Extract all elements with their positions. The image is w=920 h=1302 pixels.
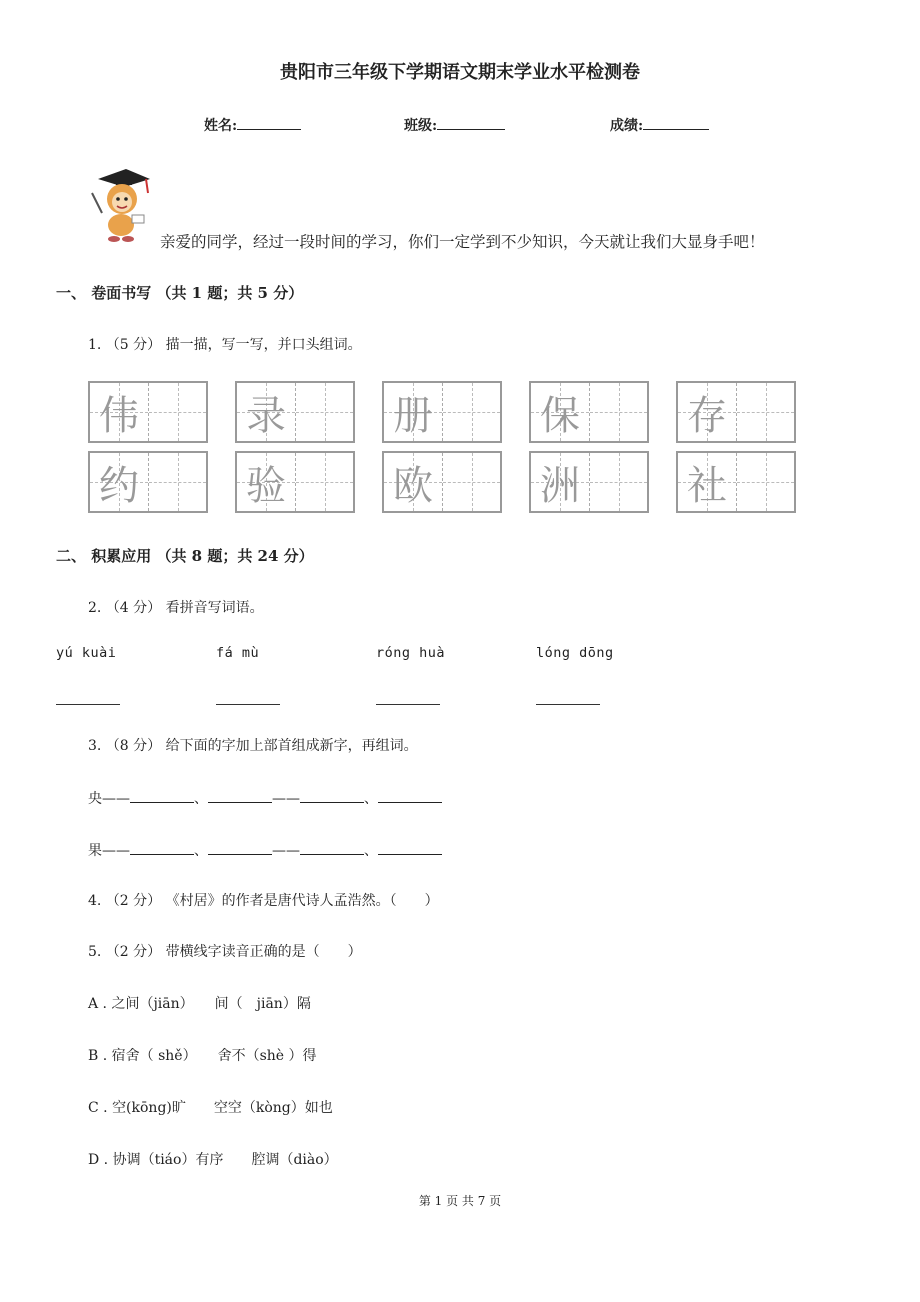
answer-blank[interactable] — [130, 840, 194, 855]
answer-blank[interactable] — [208, 840, 272, 855]
answer-blank[interactable] — [378, 840, 442, 855]
page-title: 贵阳市三年级下学期语文期末学业水平检测卷 — [280, 62, 640, 83]
answer-blank[interactable] — [376, 704, 440, 705]
writing-cell-pair — [88, 451, 208, 513]
score-label: 成绩: — [610, 118, 644, 134]
trace-character: 录 — [246, 392, 286, 439]
q3-char: 央—— — [88, 791, 130, 807]
answer-blank[interactable] — [378, 788, 442, 803]
answer-blank[interactable] — [300, 840, 364, 855]
name-field — [204, 115, 301, 135]
blank-writing-cell[interactable] — [736, 383, 794, 441]
pinyin-4: lóng dōng — [536, 645, 614, 661]
name-blank — [237, 115, 301, 130]
trace-character: 存 — [687, 392, 727, 439]
blank-writing-cell[interactable] — [736, 453, 794, 511]
writing-cell-pair — [88, 381, 208, 443]
question-2: 2. （4 分） 看拼音写词语。 — [88, 600, 264, 616]
pinyin-3: róng huà — [376, 645, 446, 661]
score-field — [610, 115, 709, 135]
answer-blank[interactable] — [208, 788, 272, 803]
writing-grid-row-2 — [88, 451, 796, 513]
question-1: 1. （5 分） 描一描，写一写，并口头组词。 — [88, 337, 362, 353]
answer-blank[interactable] — [130, 788, 194, 803]
section-1-heading: 一、 卷面书写 （共 1 题；共 5 分） — [56, 284, 304, 302]
blank-writing-cell[interactable] — [295, 453, 353, 511]
writing-cell-pair — [235, 381, 355, 443]
writing-cell-pair — [676, 451, 796, 513]
trace-character: 社 — [687, 462, 727, 509]
writing-cell-pair — [529, 451, 649, 513]
trace-character: 欧 — [393, 462, 433, 509]
q3-row-1: 央—— 、 —— 、 — [88, 788, 442, 808]
option-c[interactable]: C . 空(kōng)旷 空空（kòng）如也 — [88, 1100, 333, 1116]
trace-character: 保 — [540, 392, 580, 439]
question-4: 4. （2 分） 《村居》的作者是唐代诗人孟浩然。（ ） — [88, 893, 439, 909]
score-blank — [643, 115, 709, 130]
intro-text: 亲爱的同学，经过一段时间的学习，你们一定学到不少知识，今天就让我们大显身手吧！ — [160, 233, 765, 251]
q3-char: 果—— — [88, 843, 130, 859]
trace-character: 约 — [99, 462, 139, 509]
trace-character: 伟 — [99, 392, 139, 439]
name-label: 姓名: — [204, 118, 238, 134]
blank-writing-cell[interactable] — [589, 453, 647, 511]
blank-writing-cell[interactable] — [442, 453, 500, 511]
writing-cell-pair — [382, 381, 502, 443]
writing-cell-pair — [676, 381, 796, 443]
blank-writing-cell[interactable] — [148, 383, 206, 441]
pinyin-2: fá mù — [216, 645, 260, 661]
question-3: 3. （8 分） 给下面的字加上部首组成新字，再组词。 — [88, 738, 418, 754]
option-a[interactable]: A . 之间（jiān） 间（ jiān）隔 — [88, 996, 311, 1012]
trace-character: 洲 — [540, 462, 580, 509]
graduate-mascot-icon — [88, 165, 152, 245]
writing-grid-row-1 — [88, 381, 796, 443]
page-footer: 第 1 页 共 7 页 — [418, 1194, 502, 1208]
blank-writing-cell[interactable] — [442, 383, 500, 441]
class-label: 班级: — [404, 118, 438, 134]
pinyin-1: yú kuài — [56, 645, 117, 661]
writing-cell-pair — [382, 451, 502, 513]
class-blank — [437, 115, 505, 130]
trace-character: 验 — [246, 462, 286, 509]
answer-blank[interactable] — [216, 704, 280, 705]
option-d[interactable]: D . 协调（tiáo）有序 腔调（diào） — [88, 1152, 338, 1168]
writing-cell-pair — [529, 381, 649, 443]
answer-blank[interactable] — [300, 788, 364, 803]
section-2-heading: 二、 积累应用 （共 8 题；共 24 分） — [56, 547, 314, 565]
writing-cell-pair — [235, 451, 355, 513]
blank-writing-cell[interactable] — [295, 383, 353, 441]
question-5: 5. （2 分） 带横线字读音正确的是（ ） — [88, 944, 362, 960]
blank-writing-cell[interactable] — [148, 453, 206, 511]
answer-blank[interactable] — [536, 704, 600, 705]
class-field — [404, 115, 505, 135]
answer-blank[interactable] — [56, 704, 120, 705]
trace-character: 册 — [393, 392, 433, 439]
blank-writing-cell[interactable] — [589, 383, 647, 441]
option-b[interactable]: B . 宿舍（ shě） 舍不（shè ）得 — [88, 1048, 317, 1064]
q3-row-2: 果—— 、 —— 、 — [88, 840, 442, 860]
